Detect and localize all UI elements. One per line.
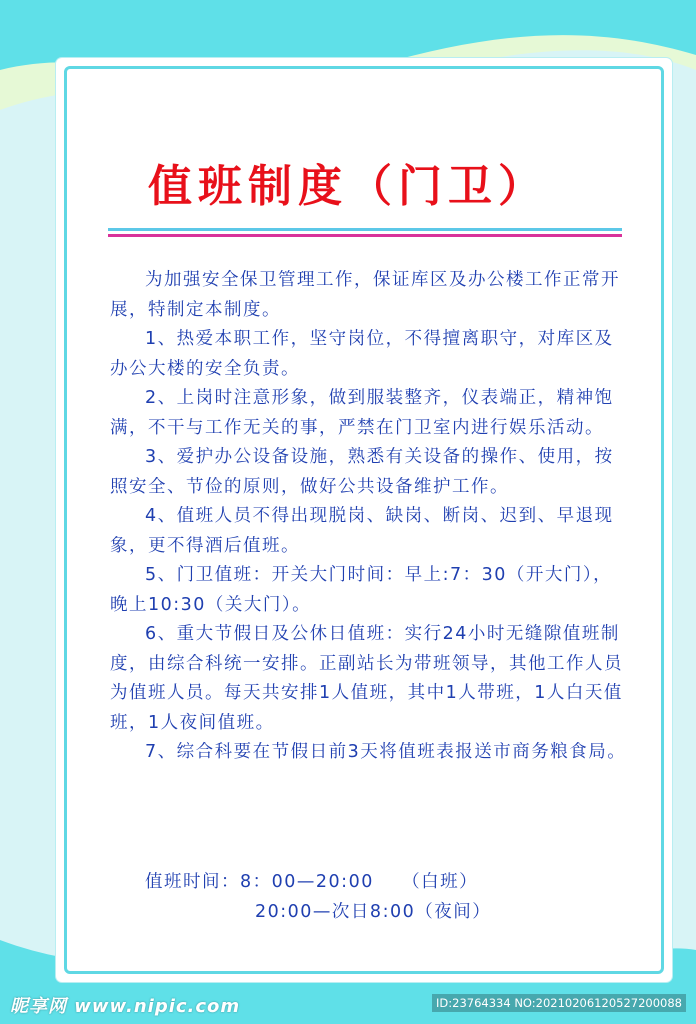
- watermark-id: ID:23764334 NO:20210206120527200088: [432, 994, 686, 1012]
- schedule-night: 20:00—次日8:00（夜间）: [255, 902, 492, 922]
- rule-item: 2、上岗时注意形象，做到服装整齐，仪表端正，精神饱满，不干与工作无关的事，严禁在门卫室内进行娱乐活动。: [110, 388, 614, 438]
- intro-paragraph: 为加强安全保卫管理工作，保证库区及办公楼工作正常开展，特制定本制度。: [110, 270, 620, 320]
- schedule-day: 值班时间：8：00—20:00 （白班）: [145, 872, 479, 892]
- rule-item: 5、门卫值班：开关大门时间：早上:7：30（开大门），晚上10:30（关大门）。: [110, 565, 613, 615]
- rule-item: 1、热爱本职工作，坚守岗位，不得擅离职守，对库区及办公大楼的安全负责。: [110, 329, 614, 379]
- page-title: 值班制度（门卫）: [148, 161, 548, 212]
- rule-item: 3、爱护办公设备设施，熟悉有关设备的操作、使用，按照安全、节俭的原则，做好公共设备维护工作。: [110, 447, 614, 497]
- title-divider-magenta: [108, 234, 622, 237]
- title-divider-cyan: [108, 228, 622, 231]
- regulation-body: [110, 266, 630, 768]
- rule-item: 6、重大节假日及公休日值班：实行24小时无缝隙值班制度，由综合科统一安排。正副站长为带班领导，其他工作人员为值班人员。每天共安排1人值班，其中1人带班，1人白天值班，1人夜间值班。: [110, 624, 623, 733]
- rule-item: 7、综合科要在节假日前3天将值班表报送市商务粮食局。: [145, 742, 627, 762]
- watermark-logo: 昵享网 www.nipic.com: [10, 996, 241, 1017]
- rule-item: 4、值班人员不得出现脱岗、缺岗、断岗、迟到、早退现象，更不得酒后值班。: [110, 506, 614, 556]
